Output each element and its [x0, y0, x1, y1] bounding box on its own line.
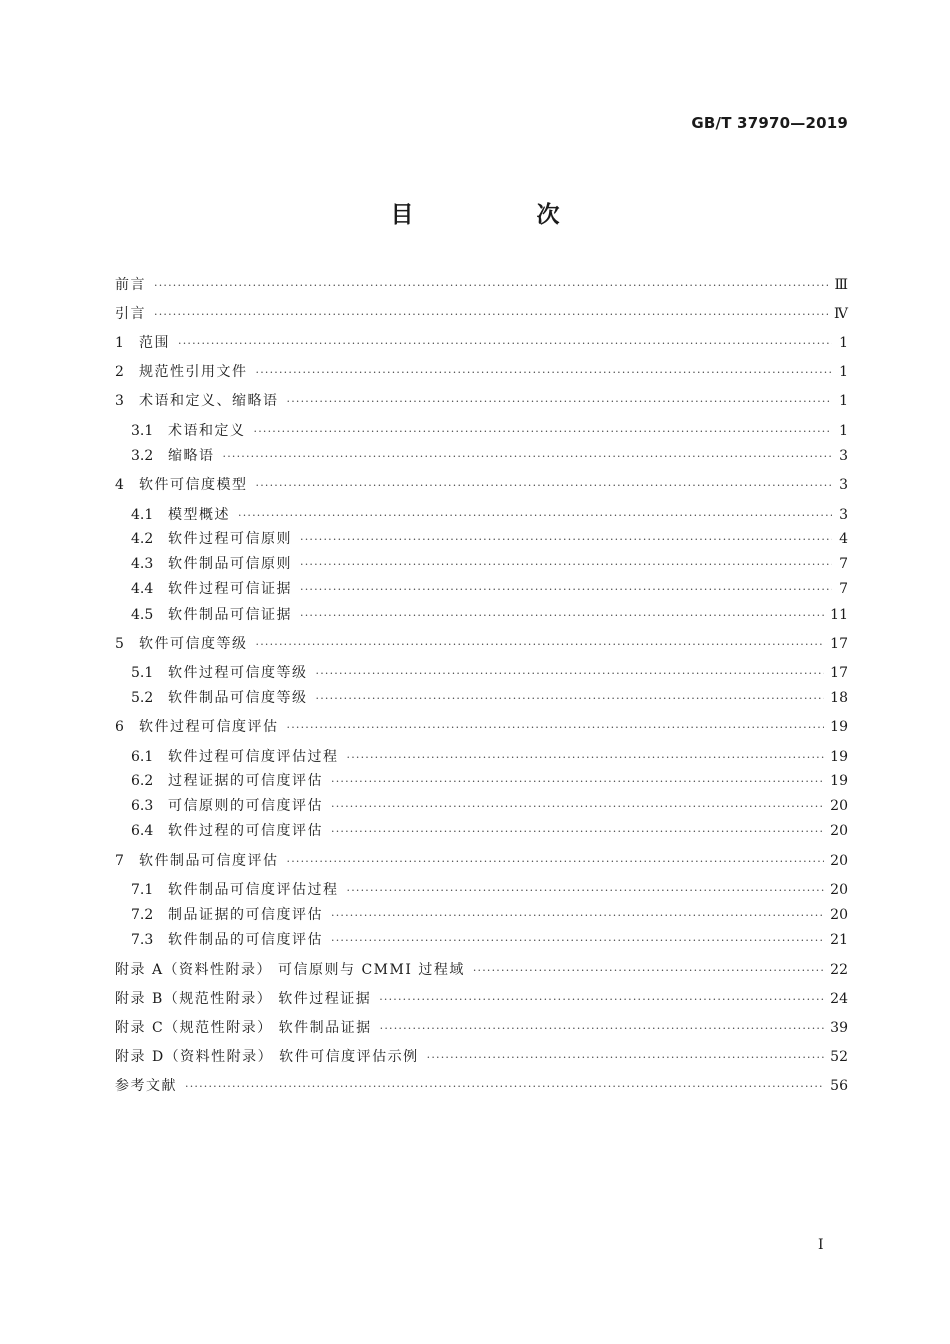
toc-entry-number: 4.1 — [131, 507, 154, 523]
toc-entry[interactable] — [115, 363, 848, 382]
toc-entry-label: 软件可信度等级 — [139, 636, 248, 652]
toc-entry[interactable] — [131, 906, 848, 925]
toc-entry-page: 20 — [830, 823, 848, 839]
toc-entry-label: 可信原则的可信度评估 — [168, 798, 323, 814]
toc-entry-page: 7 — [839, 581, 848, 597]
toc-entry[interactable] — [115, 392, 848, 411]
toc-entry-page: 39 — [830, 1020, 848, 1036]
toc-entry-label: 参考文献 — [115, 1078, 177, 1094]
toc-entry[interactable] — [115, 635, 848, 654]
toc-leader-dots — [473, 962, 824, 980]
toc-entry[interactable] — [131, 555, 848, 574]
toc-entry-label: 规范性引用文件 — [139, 364, 248, 380]
toc-entry-number: 5 — [115, 636, 124, 652]
toc-entry-label: 软件可信度模型 — [139, 477, 248, 493]
toc-entry[interactable] — [131, 748, 848, 767]
toc-entry-label: 范围 — [139, 335, 170, 351]
toc-entry-page: Ⅳ — [834, 306, 848, 322]
toc-entry-page: 11 — [830, 607, 848, 623]
toc-entry-page: 18 — [830, 690, 848, 706]
toc-entry[interactable] — [131, 664, 848, 683]
toc-entry[interactable] — [115, 990, 848, 1009]
toc-entry-page: 7 — [839, 556, 848, 572]
toc-entry-page: 1 — [839, 335, 848, 351]
toc-entry[interactable] — [131, 931, 848, 950]
toc-leader-dots — [287, 719, 825, 737]
toc-leader-dots — [347, 749, 825, 767]
toc-entry[interactable] — [115, 1019, 848, 1038]
toc-entry-page: 3 — [839, 507, 848, 523]
toc-entry-label: 软件制品的可信度评估 — [168, 932, 323, 948]
toc-entry[interactable] — [115, 961, 848, 980]
toc-entry-number: 4.2 — [131, 531, 154, 547]
toc-entry-page: 4 — [839, 531, 848, 547]
toc-leader-dots — [331, 907, 824, 925]
toc-entry-page: 24 — [830, 991, 848, 1007]
toc-entry[interactable] — [131, 422, 848, 441]
toc-entry-number: 5.1 — [131, 665, 154, 681]
toc-entry[interactable] — [115, 718, 848, 737]
toc-entry-label: 过程证据的可信度评估 — [168, 773, 323, 789]
toc-entry-number: 4.3 — [131, 556, 154, 572]
toc-entry[interactable] — [131, 606, 848, 625]
toc-entry-label: 附录 D（资料性附录） 软件可信度评估示例 — [115, 1049, 419, 1065]
toc-entry[interactable] — [131, 447, 848, 466]
toc-entry-page: 17 — [830, 665, 848, 681]
toc-leader-dots — [316, 690, 825, 708]
toc-entry-number: 3.2 — [131, 448, 154, 464]
toc-entry[interactable] — [131, 530, 848, 549]
toc-leader-dots — [287, 393, 833, 411]
toc-entry-page: 21 — [830, 932, 848, 948]
toc-entry-page: 1 — [839, 423, 848, 439]
toc-leader-dots — [287, 853, 825, 871]
toc-leader-dots — [331, 773, 824, 791]
toc-entry-label: 前言 — [115, 277, 146, 293]
toc-entry-page: 20 — [830, 853, 848, 869]
toc-leader-dots — [300, 531, 832, 549]
toc-entry-page: 19 — [830, 719, 848, 735]
toc-entry-label: 附录 C（规范性附录） 软件制品证据 — [115, 1020, 372, 1036]
toc-entry[interactable] — [131, 797, 848, 816]
toc-entry-label: 软件制品可信证据 — [168, 607, 292, 623]
toc-leader-dots — [223, 448, 833, 466]
toc-entry-page: 20 — [830, 798, 848, 814]
toc-entry-number: 4.5 — [131, 607, 154, 623]
toc-entry[interactable] — [131, 881, 848, 900]
toc-entry-number: 6.2 — [131, 773, 154, 789]
toc-entry-page: 19 — [830, 749, 848, 765]
page-number: I — [818, 1237, 824, 1253]
toc-entry-number: 3.1 — [131, 423, 154, 439]
toc-leader-dots — [256, 364, 833, 382]
toc-entry-label: 软件过程可信度评估 — [139, 719, 279, 735]
toc-entry-label: 软件过程的可信度评估 — [168, 823, 323, 839]
toc-entry-number: 4 — [115, 477, 124, 493]
toc-entry[interactable] — [115, 852, 848, 871]
toc-leader-dots — [379, 991, 824, 1009]
toc-entry-page: 20 — [830, 907, 848, 923]
toc-entry-label: 术语和定义 — [168, 423, 246, 439]
toc-leader-dots — [300, 607, 824, 625]
toc-entry[interactable] — [115, 1077, 848, 1096]
toc-entry-page: 3 — [839, 477, 848, 493]
toc-entry[interactable] — [115, 276, 848, 295]
toc-entry-number: 6.1 — [131, 749, 154, 765]
toc-leader-dots — [331, 798, 824, 816]
toc-entry-label: 制品证据的可信度评估 — [168, 907, 323, 923]
toc-entry-label: 软件过程可信证据 — [168, 581, 292, 597]
toc-entry[interactable] — [131, 689, 848, 708]
toc-entry[interactable] — [115, 305, 848, 324]
toc-entry-number: 7.2 — [131, 907, 154, 923]
toc-leader-dots — [154, 306, 828, 324]
toc-leader-dots — [300, 581, 832, 599]
toc-leader-dots — [185, 1078, 824, 1096]
toc-entry-label: 软件制品可信度等级 — [168, 690, 308, 706]
toc-entry-page: 19 — [830, 773, 848, 789]
toc-leader-dots — [238, 507, 832, 525]
toc-entry-page: 20 — [830, 882, 848, 898]
toc-entry-label: 附录 B（规范性附录） 软件过程证据 — [115, 991, 372, 1007]
toc-entry-label: 软件制品可信度评估过程 — [168, 882, 339, 898]
toc-leader-dots — [331, 823, 824, 841]
toc-entry-label: 附录 A（资料性附录） 可信原则与 CMMI 过程域 — [115, 962, 465, 978]
toc-entry-label: 软件制品可信度评估 — [139, 853, 279, 869]
toc-entry-page: 52 — [830, 1049, 848, 1065]
toc-entry-number: 7 — [115, 853, 124, 869]
toc-entry-label: 软件过程可信度等级 — [168, 665, 308, 681]
toc-leader-dots — [300, 556, 832, 574]
toc-entry-page: 17 — [830, 636, 848, 652]
toc-entry-label: 软件过程可信度评估过程 — [168, 749, 339, 765]
toc-entry-page: 1 — [839, 393, 848, 409]
toc-entry-number: 6.3 — [131, 798, 154, 814]
toc-leader-dots — [427, 1049, 825, 1067]
toc-entry-number: 7.3 — [131, 932, 154, 948]
toc-leader-dots — [347, 882, 825, 900]
toc-entry[interactable] — [131, 822, 848, 841]
toc-entry[interactable] — [131, 506, 848, 525]
toc-entry[interactable] — [131, 772, 848, 791]
toc-leader-dots — [256, 477, 833, 495]
toc-leader-dots — [256, 636, 825, 654]
toc-entry-label: 术语和定义、缩略语 — [139, 393, 279, 409]
toc-title: 目 次 — [390, 202, 610, 228]
toc-leader-dots — [316, 665, 825, 683]
standard-code: GB/T 37970—2019 — [691, 114, 848, 132]
toc-entry-number: 6 — [115, 719, 124, 735]
toc-entry-label: 软件过程可信原则 — [168, 531, 292, 547]
toc-leader-dots — [380, 1020, 825, 1038]
toc-entry-number: 3 — [115, 393, 124, 409]
toc-entry-label: 缩略语 — [168, 448, 215, 464]
toc-entry-number: 4.4 — [131, 581, 154, 597]
toc-entry-number: 1 — [115, 335, 124, 351]
toc-entry-label: 软件制品可信原则 — [168, 556, 292, 572]
toc-entry-number: 7.1 — [131, 882, 154, 898]
toc-entry-page: 3 — [839, 448, 848, 464]
toc-leader-dots — [254, 423, 833, 441]
toc-entry[interactable] — [131, 580, 848, 599]
toc-entry[interactable] — [115, 334, 848, 353]
toc-entry-page: 56 — [830, 1078, 848, 1094]
toc-leader-dots — [154, 277, 828, 295]
toc-entry-number: 6.4 — [131, 823, 154, 839]
toc-entry[interactable] — [115, 1048, 848, 1067]
toc-entry-label: 模型概述 — [168, 507, 230, 523]
toc-leader-dots — [178, 335, 832, 353]
toc-entry-number: 5.2 — [131, 690, 154, 706]
toc-entry-number: 2 — [115, 364, 124, 380]
toc-leader-dots — [331, 932, 824, 950]
toc-entry-page: 22 — [830, 962, 848, 978]
toc-entry-label: 引言 — [115, 306, 146, 322]
toc-entry[interactable] — [115, 476, 848, 495]
toc-entry-page: 1 — [839, 364, 848, 380]
toc-entry-page: Ⅲ — [834, 277, 848, 293]
